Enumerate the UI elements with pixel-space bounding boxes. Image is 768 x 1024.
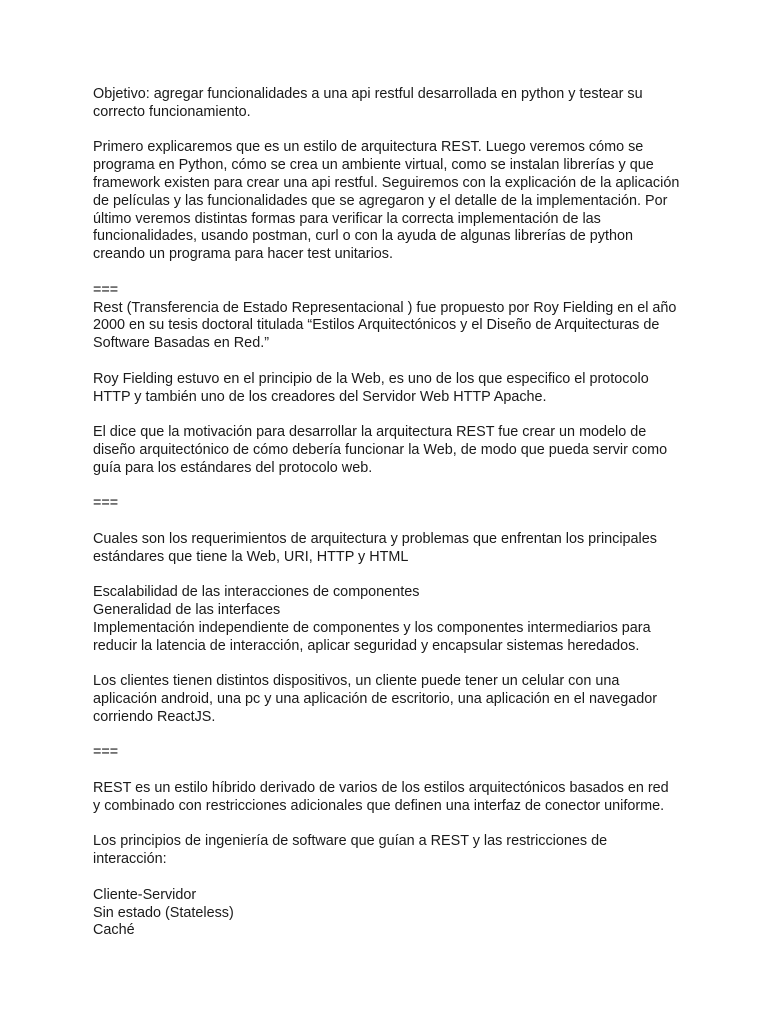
paragraph — [93, 744, 683, 762]
paragraph — [93, 371, 683, 407]
text-line: Cuales son los requerimientos de arquitectura y problemas que enfrentan los principales — [93, 530, 657, 547]
paragraph — [93, 531, 683, 567]
text-line: interacción: — [93, 851, 167, 868]
text-line: framework existen para crear una api restful. Seguiremos con la explicación de la aplicación — [93, 174, 680, 191]
paragraph — [93, 887, 683, 940]
text-line: diseño arquitectónico de cómo debería funcionar la Web, de modo que pueda servir como — [93, 441, 668, 458]
paragraph — [93, 139, 683, 264]
text-line: Generalidad de las interfaces — [93, 602, 281, 619]
text-line: aplicación android, una pc y una aplicación de escritorio, una aplicación en el navegador — [93, 691, 658, 708]
paragraph — [93, 584, 683, 655]
text-line: === — [93, 744, 119, 761]
text-line: y combinado con restricciones adicionales que definen una interfaz de conector uniforme. — [93, 797, 665, 814]
document-body — [93, 86, 683, 958]
paragraph — [93, 282, 683, 353]
paragraph — [93, 495, 683, 513]
text-line: correcto funcionamiento. — [93, 103, 251, 120]
text-line: Los clientes tienen distintos dispositivos, un cliente puede tener un celular con una — [93, 673, 620, 690]
paragraph — [93, 673, 683, 726]
paragraph — [93, 833, 683, 869]
text-line: Rest (Transferencia de Estado Representacional ) fue propuesto por Roy Fielding en el año — [93, 299, 677, 316]
paragraph — [93, 780, 683, 816]
text-line: El dice que la motivación para desarrollar la arquitectura REST fue crear un modelo de — [93, 424, 647, 441]
paragraph — [93, 86, 683, 122]
text-line: Caché — [93, 922, 135, 939]
text-line: === — [93, 495, 119, 512]
text-line: último veremos distintas formas para verificar la correcta implementación de las — [93, 210, 601, 227]
text-line: Implementación independiente de componentes y los componentes intermediarios para — [93, 619, 651, 636]
text-line: Sin estado (Stateless) — [93, 904, 234, 921]
paragraph — [93, 424, 683, 477]
text-line: 2000 en su tesis doctoral titulada “Estilos Arquitectónicos y el Diseño de Arquitecturas de — [93, 317, 660, 334]
text-line: REST es un estilo híbrido derivado de varios de los estilos arquitectónicos basados en red — [93, 780, 669, 797]
text-line: funcionalidades, usando postman, curl o con la ayuda de algunas librerías de python — [93, 228, 634, 245]
text-line: de películas y las funcionalidades que se agregaron y el detalle de la implementación. Por — [93, 192, 668, 209]
text-line: HTTP y también uno de los creadores del Servidor Web HTTP Apache. — [93, 388, 547, 405]
text-line: corriendo ReactJS. — [93, 708, 216, 725]
text-line: Cliente-Servidor — [93, 886, 197, 903]
text-line: programa en Python, cómo se crea un ambiente virtual, como se instalan librerías y que — [93, 157, 654, 174]
text-line: === — [93, 281, 119, 298]
text-line: Objetivo: agregar funcionalidades a una api restful desarrollada en python y testear su — [93, 86, 643, 102]
text-line: Primero explicaremos que es un estilo de arquitectura REST. Luego veremos cómo se — [93, 139, 644, 156]
text-line: Roy Fielding estuvo en el principio de la Web, es uno de los que especifico el protocolo — [93, 370, 649, 387]
text-line: estándares que tiene la Web, URI, HTTP y HTML — [93, 548, 409, 565]
text-line: Escalabilidad de las interacciones de componentes — [93, 584, 420, 601]
text-line: Los principios de ingeniería de software que guían a REST y las restricciones de — [93, 833, 608, 850]
text-line: guía para los estándares del protocolo web. — [93, 459, 373, 476]
text-line: Software Basadas en Red.” — [93, 335, 269, 352]
text-line: creando un programa para hacer test unitarios. — [93, 246, 393, 263]
text-line: reducir la latencia de interacción, aplicar seguridad y encapsular sistemas heredados. — [93, 637, 640, 654]
